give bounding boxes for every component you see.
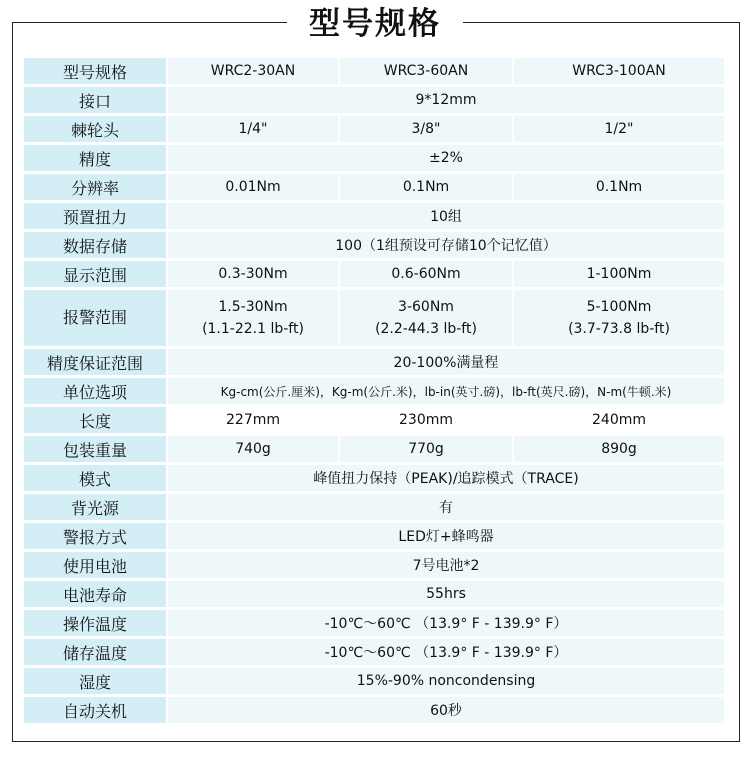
row-label-storage-temp: 储存温度 — [24, 639, 166, 665]
mode-value: 峰值扭力保持（PEAK)/追踪模式（TRACE) — [168, 465, 724, 491]
length-value: 230mm — [340, 407, 512, 433]
package-weight-value: 740g — [168, 436, 338, 462]
row-label-operating-temp: 操作温度 — [24, 610, 166, 636]
battery-value: 7号电池*2 — [168, 552, 724, 578]
battery-life-value: 55hrs — [168, 581, 724, 607]
package-weight-value: 770g — [340, 436, 512, 462]
alarm-range-lbft: (2.2-44.3 lb-ft) — [375, 321, 477, 337]
length-value: 240mm — [514, 407, 724, 433]
row-label-preset-torque: 预置扭力 — [24, 203, 166, 229]
row-label-interface: 接口 — [24, 87, 166, 113]
display-range-value: 1-100Nm — [514, 261, 724, 287]
row-label-unit-options: 单位选项 — [24, 378, 166, 404]
auto-shutdown-value: 60秒 — [168, 697, 724, 723]
model-value: WRC3-60AN — [340, 58, 512, 84]
alarm-range-nm: 5-100Nm — [586, 299, 652, 315]
data-storage-value: 100（1组预设可存储10个记忆值） — [168, 232, 724, 258]
accuracy-range-value: 20-100%满量程 — [168, 349, 724, 375]
alarm-range-nm: 3-60Nm — [398, 299, 454, 315]
row-label-alarm-method: 警报方式 — [24, 523, 166, 549]
resolution-value: 0.1Nm — [514, 174, 724, 200]
row-label-accuracy-range: 精度保证范围 — [24, 349, 166, 375]
alarm-range-lbft: (1.1-22.1 lb-ft) — [202, 321, 304, 337]
interface-value: 9*12mm — [168, 87, 724, 113]
unit-options-value: Kg-cm(公斤.厘米)，Kg-m(公斤.米)，lb-in(英寸.磅)，lb-ft(英尺.磅)，N-m(牛顿.米) — [168, 378, 724, 404]
resolution-value: 0.1Nm — [340, 174, 512, 200]
package-weight-value: 890g — [514, 436, 724, 462]
row-label-humidity: 湿度 — [24, 668, 166, 694]
spec-table — [24, 58, 726, 723]
alarm-range-value — [340, 290, 512, 346]
model-value: WRC2-30AN — [168, 58, 338, 84]
length-value: 227mm — [168, 407, 338, 433]
ratchet-head-value: 3/8" — [340, 116, 512, 142]
row-label-battery-life: 电池寿命 — [24, 581, 166, 607]
row-label-data-storage: 数据存储 — [24, 232, 166, 258]
storage-temp-value: -10℃～60℃ （13.9° F - 139.9° F） — [168, 639, 724, 665]
row-label-package-weight: 包装重量 — [24, 436, 166, 462]
row-label-ratchet-head: 棘轮头 — [24, 116, 166, 142]
alarm-method-value: LED灯+蜂鸣器 — [168, 523, 724, 549]
model-value: WRC3-100AN — [514, 58, 724, 84]
row-label-mode: 模式 — [24, 465, 166, 491]
humidity-value: 15%-90% noncondensing — [168, 668, 724, 694]
alarm-range-value — [514, 290, 724, 346]
resolution-value: 0.01Nm — [168, 174, 338, 200]
preset-torque-value: 10组 — [168, 203, 724, 229]
alarm-range-lbft: (3.7-73.8 lb-ft) — [568, 321, 670, 337]
row-label-backlight: 背光源 — [24, 494, 166, 520]
row-label-alarm-range: 报警范围 — [24, 290, 166, 346]
row-label-length: 长度 — [24, 407, 166, 433]
row-label-display-range: 显示范围 — [24, 261, 166, 287]
title-bar — [0, 0, 750, 50]
row-label-model: 型号规格 — [24, 58, 166, 84]
row-label-accuracy: 精度 — [24, 145, 166, 171]
ratchet-head-value: 1/4" — [168, 116, 338, 142]
row-label-auto-shutdown: 自动关机 — [24, 697, 166, 723]
accuracy-value: ±2% — [168, 145, 724, 171]
page-title: 型号规格 — [287, 2, 463, 46]
display-range-value: 0.6-60Nm — [340, 261, 512, 287]
row-label-resolution: 分辨率 — [24, 174, 166, 200]
alarm-range-nm: 1.5-30Nm — [218, 299, 288, 315]
backlight-value: 有 — [168, 494, 724, 520]
operating-temp-value: -10℃～60℃ （13.9° F - 139.9° F） — [168, 610, 724, 636]
ratchet-head-value: 1/2" — [514, 116, 724, 142]
alarm-range-value — [168, 290, 338, 346]
display-range-value: 0.3-30Nm — [168, 261, 338, 287]
row-label-battery: 使用电池 — [24, 552, 166, 578]
